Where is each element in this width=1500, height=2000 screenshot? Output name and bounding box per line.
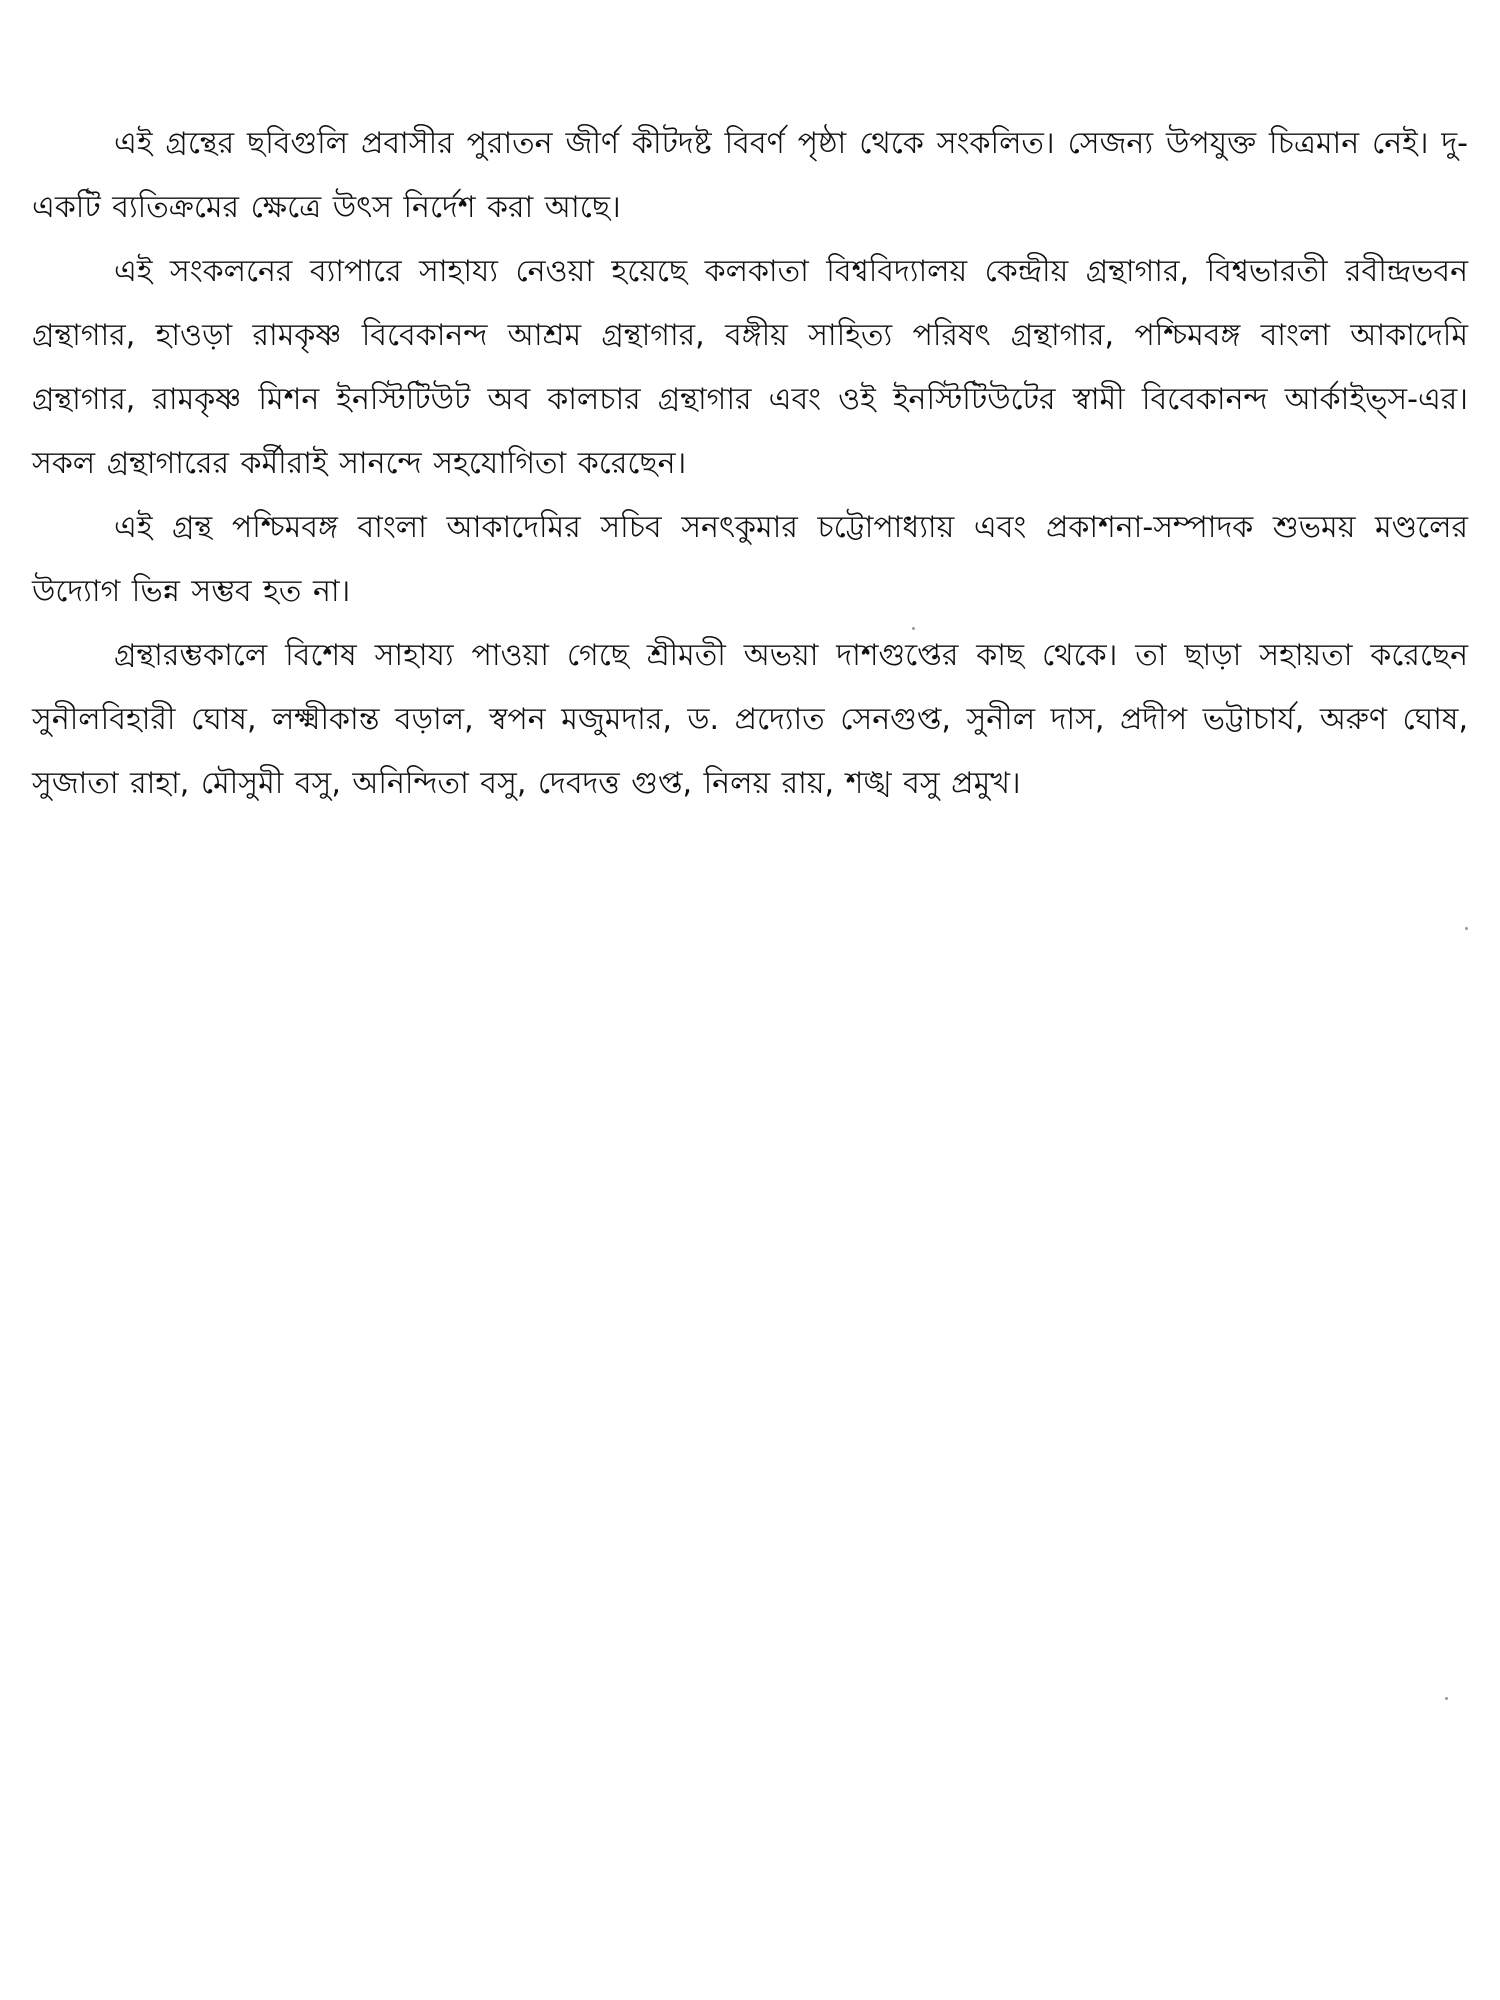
scan-speck: [912, 627, 915, 630]
scan-speck: [1465, 927, 1468, 930]
paragraph-individual-credits: গ্রন্থারম্ভকালে বিশেষ সাহায্য পাওয়া গেছে শ্রীমতী অভয়া দাশগুপ্তের কাছ থেকে। তা ছাড়া সহায়তা করেছেন সুনীলবিহারী ঘোষ, লক্ষ্মীকান্ত বড়াল, স্বপন মজুমদার, ড. প্রদ্যোত সেনগুপ্ত, সুনীল দাস, প্রদীপ ভট্টাচার্য, অরুণ ঘোষ, সুজাতা রাহা, মৌসুমী বসু, অনিন্দিতা বসু, দেবদত্ত গুপ্ত, নিলয় রায়, শঙ্খ বসু প্রমুখ।: [32, 638, 1468, 801]
acknowledgement-text: [32, 112, 1468, 816]
paragraph-library-credits: এই সংকলনের ব্যাপারে সাহায্য নেওয়া হয়েছে কলকাতা বিশ্ববিদ্যালয় কেন্দ্রীয় গ্রন্থাগার, বিশ্বভারতী রবীন্দ্রভবন গ্রন্থাগার, হাওড়া রামকৃষ্ণ বিবেকানন্দ আশ্রম গ্রন্থাগার, বঙ্গীয় সাহিত্য পরিষৎ গ্রন্থাগার, পশ্চিমবঙ্গ বাংলা আকাদেমি গ্রন্থাগার, রামকৃষ্ণ মিশন ইনস্টিটিউট অব কালচার গ্রন্থাগার এবং ওই ইনস্টিটিউটের স্বামী বিবেকানন্দ আর্কাইভ্‌স-এর। সকল গ্রন্থাগারের কর্মীরাই সানন্দে সহযোগিতা করেছেন।: [32, 254, 1468, 481]
paragraph-image-source-note: এই গ্রন্থের ছবিগুলি প্রবাসীর পুরাতন জীর্ণ কীটদষ্ট বিবর্ণ পৃষ্ঠা থেকে সংকলিত। সেজন্য উপযুক্ত চিত্রমান নেই। দু-একটি ব্যতিক্রমের ক্ষেত্রে উৎস নির্দেশ করা আছে।: [32, 126, 1468, 225]
scan-speck: [1445, 1697, 1448, 1700]
paragraph-academy-credits: এই গ্রন্থ পশ্চিমবঙ্গ বাংলা আকাদেমির সচিব সনৎকুমার চট্টোপাধ্যায় এবং প্রকাশনা-সম্পাদক শুভময় মণ্ডলের উদ্যোগ ভিন্ন সম্ভব হত না।: [32, 510, 1468, 609]
